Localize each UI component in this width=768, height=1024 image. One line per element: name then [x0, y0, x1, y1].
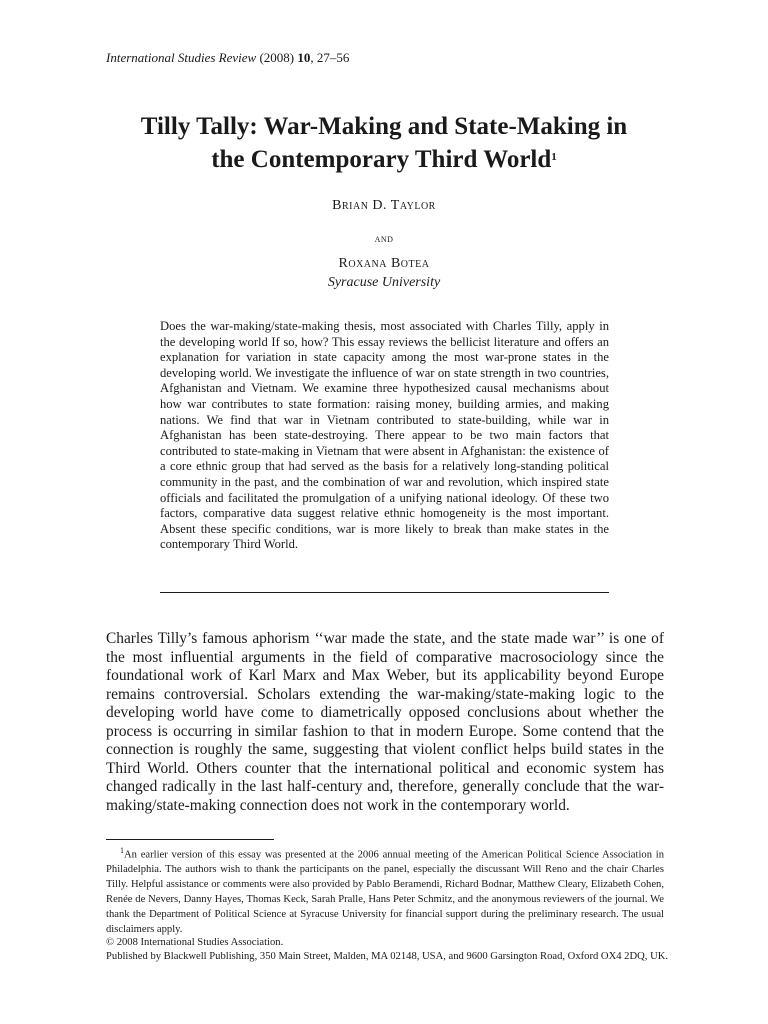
author-second: Roxana Botea: [338, 256, 430, 271]
author-affiliation: Syracuse University: [327, 275, 441, 290]
title-line-2: the Contemporary Third World: [211, 146, 552, 173]
author-separator: and: [374, 231, 394, 245]
journal-year: (2008): [259, 50, 295, 65]
footnote-marker: 1: [120, 846, 124, 855]
title-line-1: Tilly Tally: War-Making and State-Making in: [140, 113, 628, 140]
journal-pages: , 27–56: [310, 50, 350, 65]
copyright-line: © 2008 International Studies Association.: [106, 937, 284, 948]
footnote-divider: [106, 839, 274, 840]
journal-name: International Studies Review: [106, 50, 257, 65]
abstract-divider: [160, 592, 609, 593]
author-first: Brian D. Taylor: [332, 198, 436, 213]
abstract: Does the war-making/state-making thesis, most associated with Charles Tilly, apply in the developing world If so, how? This essay reviews the bellicist literature and offers an explanation for variation in state capacity among the most war-prone states in the developing world. We investigate the influence of war on state strength in two countries, Afghanistan and Vietnam. We examine three hypothesized causal mechanisms about how war contributes to state formation: raising money, building armies, and making nations. We find that war in Vietnam contributed to state-building, while war in Afghanistan has been state-destroying. There appear to be two main factors that contributed to state-making in Vietnam that were absent in Afghanistan: the existence of a core ethnic group that had served as the basis for a relatively long-standing political community in the past, and the combination of war and revolution, which inspired state officials and facilitated the promulgation of a unifying national ideology. Of these two factors, comparative data suggest relative ethnic homogeneity is the most important. Absent these specific conditions, war is more likely to break than make states in the contemporary Third World.: [160, 319, 609, 552]
footnote: [106, 844, 664, 937]
journal-volume: 10: [297, 50, 311, 65]
publisher-line: Published by Blackwell Publishing, 350 Main Street, Malden, MA 02148, USA, and 9600 Garsington Road, Oxford OX4 2DQ, UK.: [106, 950, 669, 962]
body-paragraph: Charles Tilly’s famous aphorism ‘‘war made the state, and the state made war’’ is one of the most influential arguments in the field of comparative macrosociology since the foundational work of Karl Marx and Max Weber, but its applicability beyond Europe remains controversial. Scholars extending the war-making/state-making logic to the developing world have come to diametrically opposed conclusions about whether the process is occurring in similar fashion to that in modern Europe. Some contend that the connection is roughly the same, suggesting that violent conflict helps build states in the Third World. Others counter that the international political and economic system has changed radically in the last half-century and, therefore, generally conclude that the war-making/state-making connection does not work in the contemporary world.: [106, 630, 664, 814]
article-title: [80, 110, 688, 176]
copyright-block: [106, 936, 686, 963]
footnote-text: An earlier version of this essay was presented at the 2006 annual meeting of the American Political Science Association in Philadelphia. The authors wish to thank the participants on the panel, especially the discussant Will Reno and the chair Charles Tilly. Helpful assistance or comments were also provided by Pablo Beramendi, Richard Bodnar, Matthew Cleary, Elizabeth Cohen, Renée de Nevers, Danny Hayes, Thomas Keck, Sarah Pralle, Hans Peter Schmitz, and the anonymous reviewers of the journal. We thank the Department of Political Science at Syracuse University for financial support during the preliminary research. The usual disclaimers apply.: [106, 849, 664, 935]
title-footnote-marker: 1: [551, 151, 557, 163]
running-head: [106, 50, 349, 66]
